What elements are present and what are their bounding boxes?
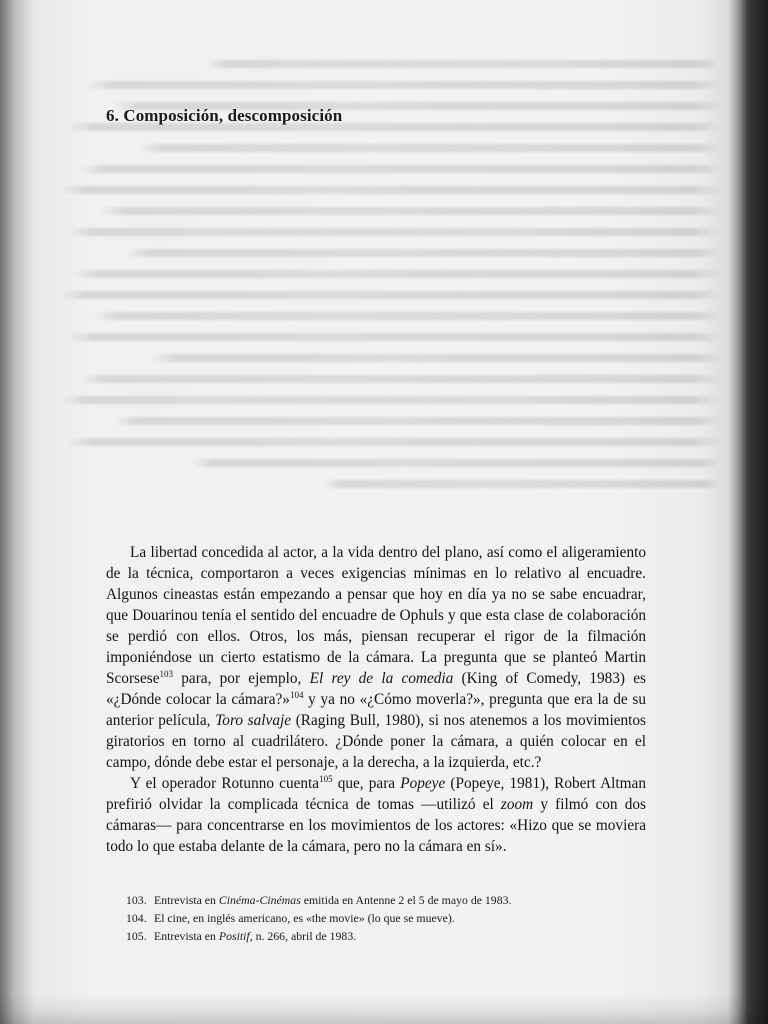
section-heading-block bbox=[106, 106, 646, 126]
footnote-text: , n. 266, abril de 1983. bbox=[249, 929, 357, 943]
footnote-105 bbox=[126, 927, 646, 945]
footnote-ref-103: 103 bbox=[159, 669, 174, 679]
film-title: Toro salvaje bbox=[215, 712, 292, 729]
footnote-text: El cine, en inglés americano, es «the movie» (lo que se mueve). bbox=[154, 911, 455, 925]
footnote-ref-105: 105 bbox=[319, 774, 333, 784]
italic-term: zoom bbox=[500, 796, 534, 813]
footnote-number: 103. bbox=[126, 893, 147, 907]
footnote-number: 105. bbox=[126, 929, 147, 943]
paragraph bbox=[106, 773, 646, 857]
section-title-text: Composición, descomposición bbox=[123, 106, 343, 125]
paragraph-text: que, para bbox=[332, 775, 401, 792]
page-bottom-shadow bbox=[0, 994, 768, 1024]
show-through-text bbox=[60, 60, 720, 540]
paragraph-text: y ya no «¿Cómo moverla?», pregunta que era la de su anterior película, bbox=[106, 691, 646, 729]
paragraph-text: La libertad concedida al actor, a la vida dentro del plano, así como el aligeramiento de la técnica, comportaron a veces exigencias mínimas en lo relativo al encuadre. Algunos cineastas están empezando a pensar que hoy en día ya no se sabe encuadrar, que Douarinou tenía el sentido del encuadre de Ophuls y que esta clase de colaboración se perdió con ellos. Otros, los más, piensan recuperar el rigor de la filmación imponiéndose un cierto estatismo de la cámara. La pregunta que se planteó Martin Scorsese bbox=[106, 544, 646, 687]
footnotes bbox=[126, 891, 646, 945]
body-text bbox=[106, 542, 646, 857]
footnote-source-title: Cinéma-Cinémas bbox=[218, 893, 301, 907]
film-title: El rey de la comedia bbox=[309, 670, 454, 687]
footnote-source-title: Positif bbox=[218, 929, 250, 943]
footnote-103 bbox=[126, 891, 646, 909]
paragraph-text: Y el operador Rotunno cuenta bbox=[130, 775, 320, 792]
film-title: Popeye bbox=[400, 775, 446, 792]
paragraph-text: (Popeye, 1981), Robert Altman prefirió olvidar la complicada técnica de tomas —utilizó el bbox=[106, 775, 646, 813]
footnote-ref-104: 104 bbox=[289, 690, 304, 700]
paragraph bbox=[106, 542, 646, 773]
footnote-number: 104. bbox=[126, 911, 147, 925]
footnote-text: Entrevista en bbox=[154, 893, 219, 907]
paragraph-text: y filmó con dos cámaras— para concentrarse en los movimientos de los actores: «Hizo que se moviera todo lo que estaba delante de la cámara, pero no la cámara en sí». bbox=[106, 796, 646, 855]
section-title bbox=[106, 106, 646, 126]
paragraph-text: (Raging Bull, 1980), si nos atenemos a los movimientos giratorios en torno al cuadrilátero. ¿Dónde poner la cámara, a quién colocar en el campo, dónde debe estar el personaje, a la derecha, a la izquierda, etc.? bbox=[106, 712, 646, 771]
section-number: 6. bbox=[106, 106, 119, 125]
paragraph-text: (King of Comedy, 1983) es «¿Dónde colocar la cámara?» bbox=[106, 670, 647, 708]
footnote-104 bbox=[126, 909, 646, 927]
footnote-text: Entrevista en bbox=[154, 929, 219, 943]
paragraph-text: para, por ejemplo, bbox=[173, 670, 310, 687]
footnote-text: emitida en Antenne 2 el 5 de mayo de 1983. bbox=[300, 893, 512, 907]
